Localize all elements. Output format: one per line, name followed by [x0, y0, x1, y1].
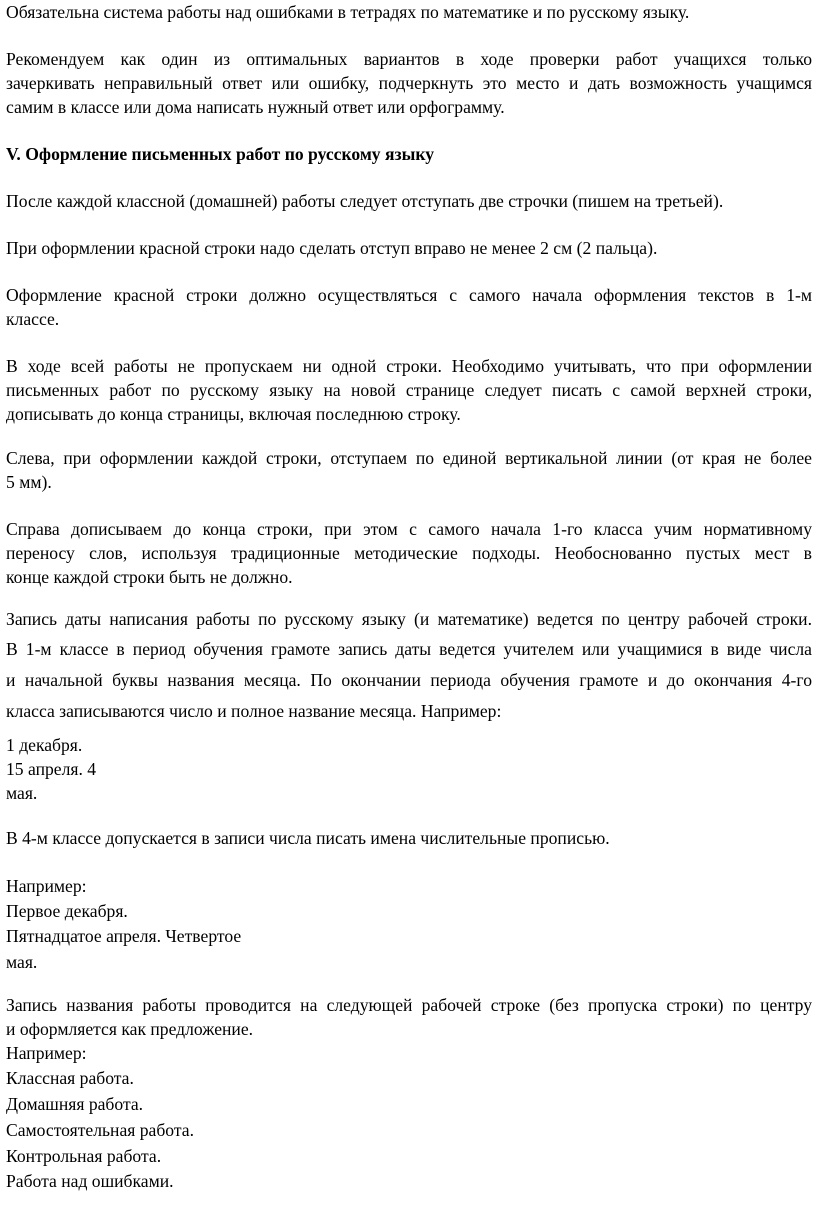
- paragraph-right-margin: переносу слов, используя традиционные методические подходы. Необоснованно пустых мест в: [6, 543, 812, 563]
- paragraph-left-margin: 5 мм).: [6, 472, 52, 492]
- paragraph-date: В 1-м классе в период обучения грамоте запись даты ведется учителем или учащимися в виде числа: [6, 639, 812, 659]
- paragraph-right-margin: конце каждой строки быть не должно.: [6, 567, 293, 587]
- paragraph-no-skip: дописывать до конца страницы, включая последнюю строку.: [6, 404, 461, 424]
- paragraph-grade-four: В 4-м классе допускается в записи числа писать имена числительные прописью.: [6, 828, 610, 848]
- work-type-item: Работа над ошибками.: [6, 1171, 174, 1191]
- example-label: Например:: [6, 1043, 87, 1063]
- paragraph-left-margin: Слева, при оформлении каждой строки, отступаем по единой вертикальной линии (от края не более: [6, 448, 812, 468]
- work-type-item: Классная работа.: [6, 1068, 134, 1088]
- paragraph-date: Запись даты написания работы по русскому языку (и математике) ведется по центру рабочей строки.: [6, 609, 812, 629]
- section-heading: V. Оформление письменных работ по русскому языку: [6, 144, 435, 164]
- date-example: 15 апреля. 4: [6, 759, 97, 779]
- date-words-example: Пятнадцатое апреля. Четвертое: [6, 926, 242, 946]
- date-example: 1 декабря.: [6, 735, 83, 755]
- paragraph-work-title: Запись названия работы проводится на следующей рабочей строке (без пропуска строки) по центру: [6, 995, 812, 1015]
- paragraph-date: и начальной буквы названия месяца. По окончании периода обучения грамоте и до окончания 4-го: [6, 670, 812, 690]
- paragraph-work-title: и оформляется как предложение.: [6, 1019, 254, 1039]
- paragraph-no-skip: В ходе всей работы не пропускаем ни одной строки. Необходимо учитывать, что при оформлении: [6, 356, 812, 376]
- paragraph-red-line: классе.: [6, 309, 60, 329]
- paragraph-recommend-line: самим в классе или дома написать нужный ответ или орфограмму.: [6, 97, 505, 117]
- work-type-item: Самостоятельная работа.: [6, 1120, 194, 1140]
- date-words-example: Первое декабря.: [6, 901, 128, 921]
- work-type-item: Домашняя работа.: [6, 1094, 144, 1114]
- paragraph-right-margin: Справа дописываем до конца строки, при этом с самого начала 1-го класса учим нормативному: [6, 519, 812, 539]
- date-words-example: мая.: [6, 952, 38, 972]
- paragraph-date: класса записываются число и полное название месяца. Например:: [6, 701, 502, 721]
- example-label: Например:: [6, 876, 87, 896]
- paragraph-red-line: Оформление красной строки должно осуществляться с самого начала оформления текстов в 1-м: [6, 285, 812, 305]
- date-example: мая.: [6, 783, 38, 803]
- paragraph-recommend-line: зачеркивать неправильный ответ или ошибку, подчеркнуть это место и дать возможность учащимся: [6, 73, 812, 93]
- paragraph-recommend-line: Рекомендуем как один из оптимальных вариантов в ходе проверки работ учащихся только: [6, 49, 812, 69]
- work-type-item: Контрольная работа.: [6, 1146, 162, 1166]
- paragraph-indent: При оформлении красной строки надо сделать отступ вправо не менее 2 см (2 пальца).: [6, 238, 658, 258]
- paragraph-spacing: После каждой классной (домашней) работы следует отступать две строчки (пишем на третьей).: [6, 191, 724, 211]
- paragraph-intro: Обязательна система работы над ошибками в тетрадях по математике и по русскому языку.: [6, 2, 690, 22]
- paragraph-no-skip: письменных работ по русскому языку на новой странице следует писать с самой верхней строки,: [6, 380, 812, 400]
